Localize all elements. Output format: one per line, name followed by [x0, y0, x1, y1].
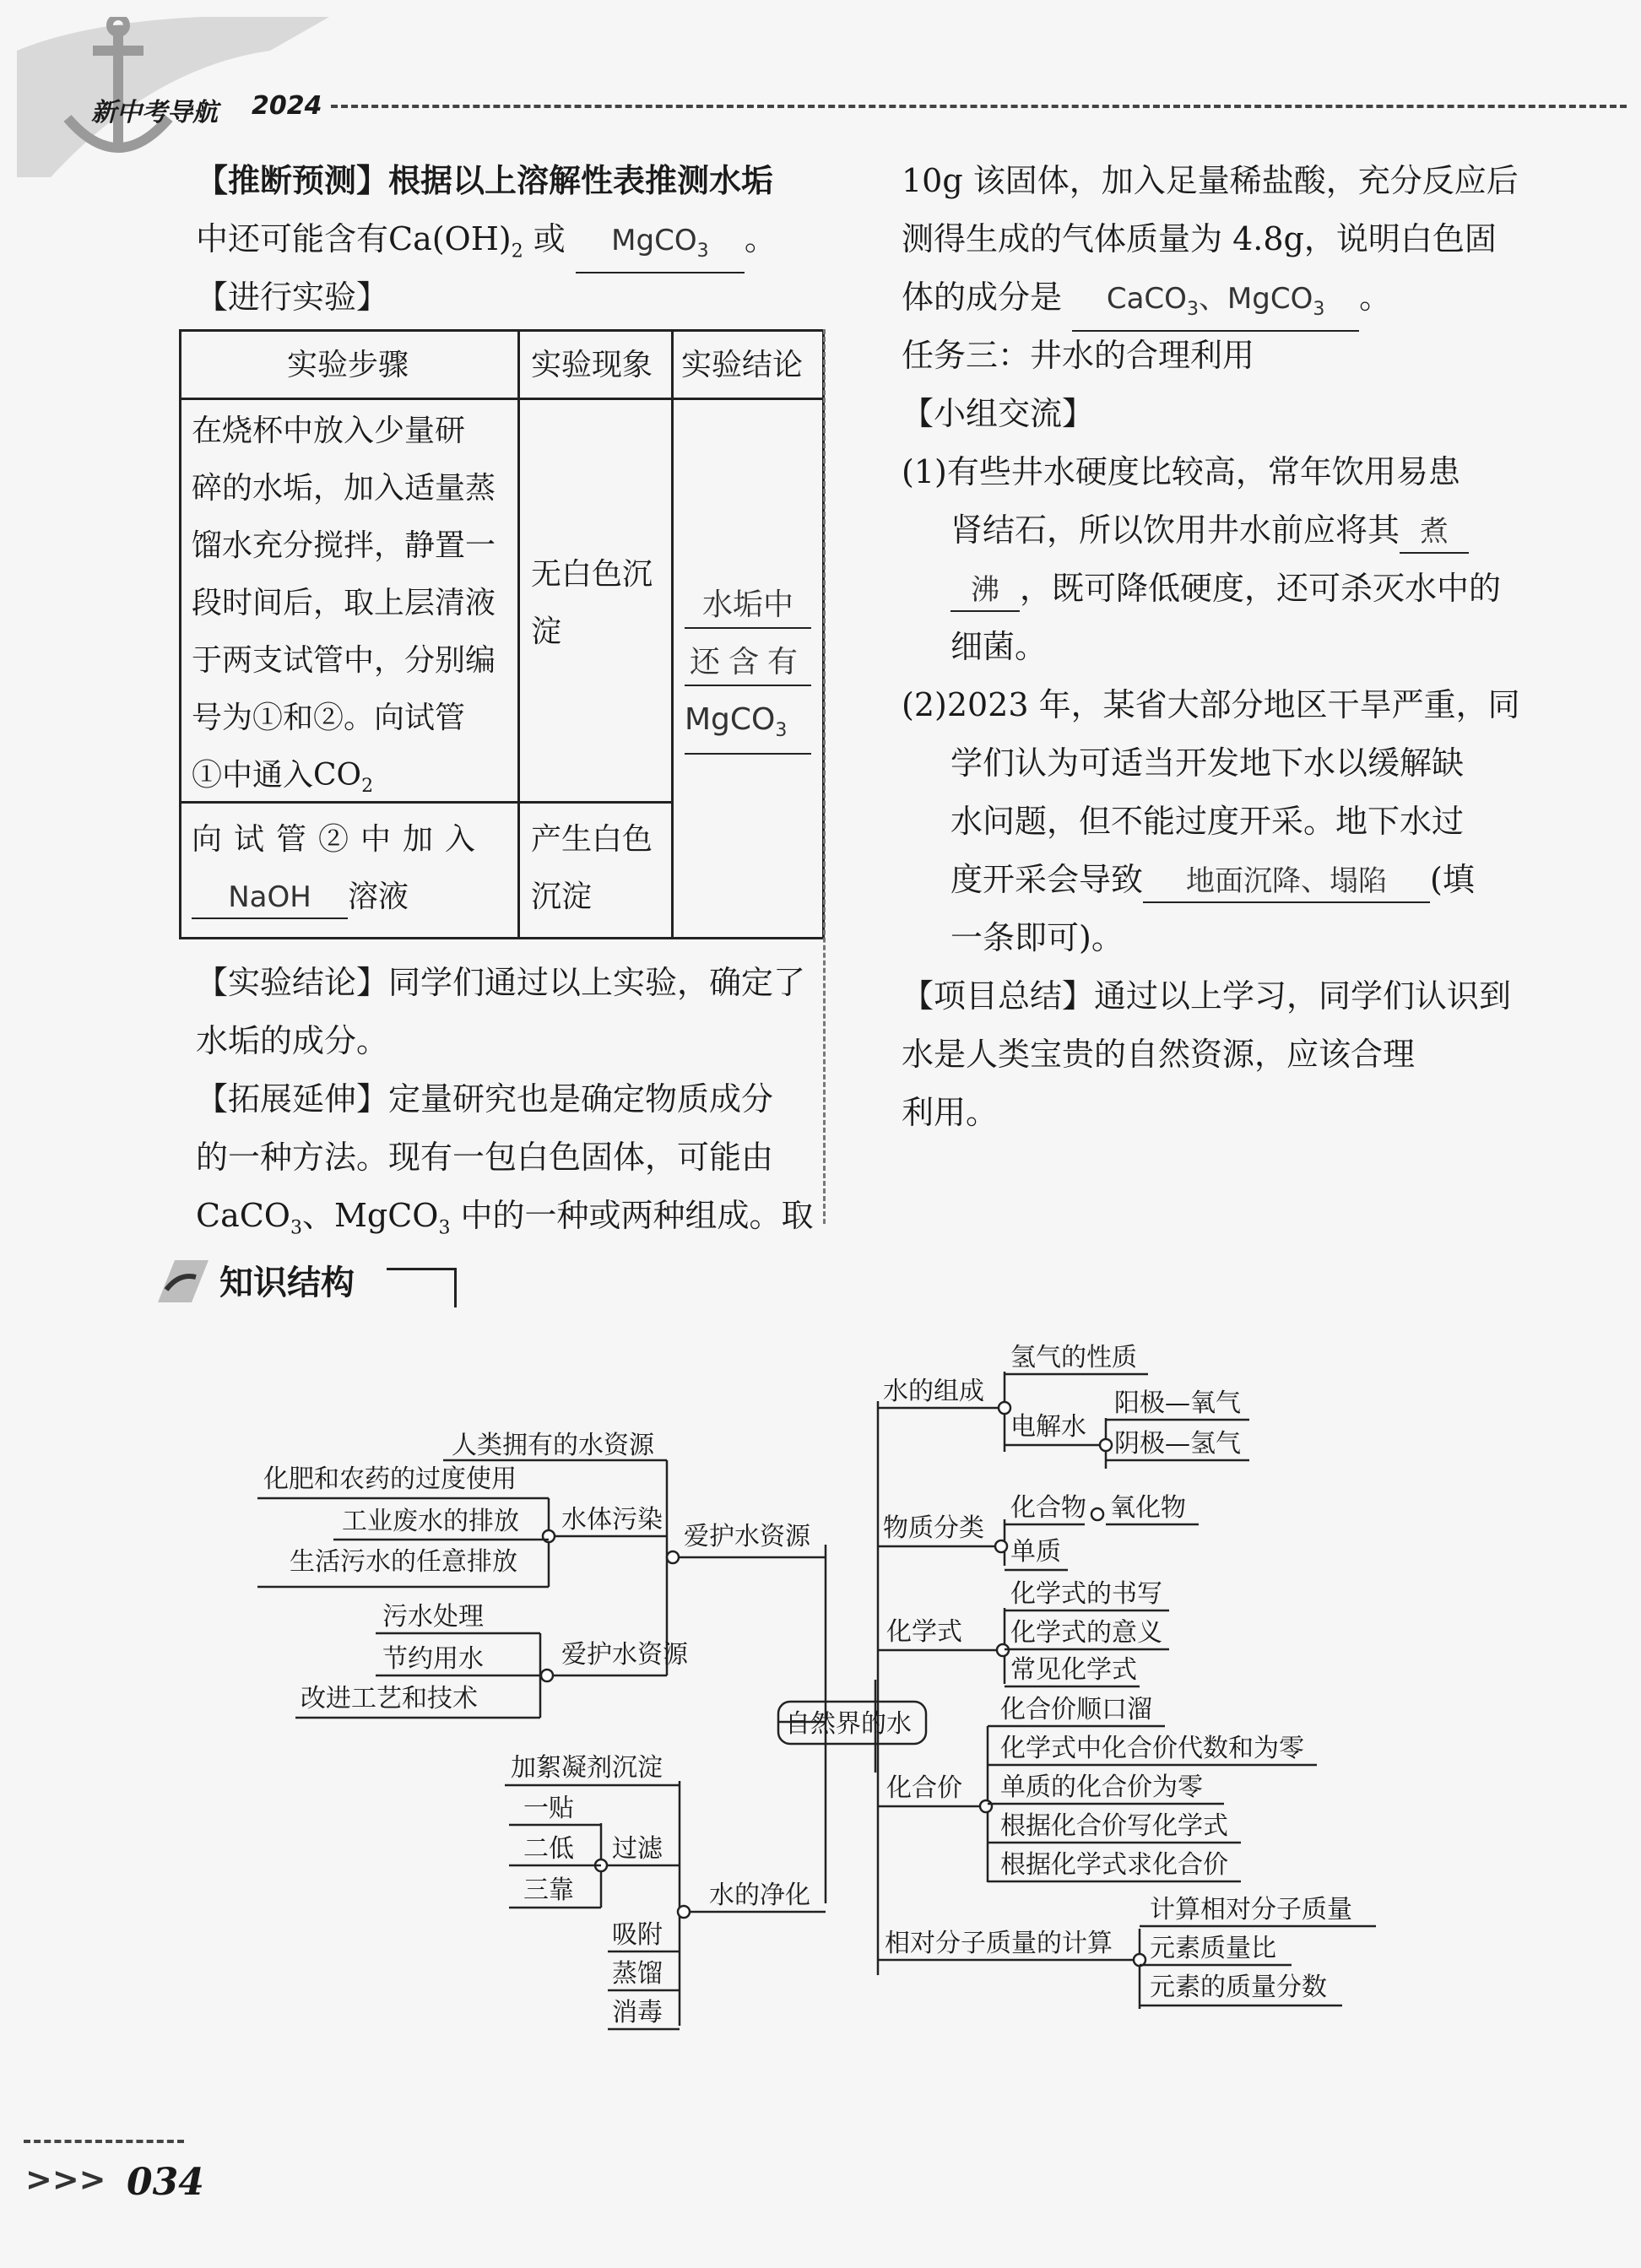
- mindmap-branch: 水的组成: [883, 1377, 984, 1406]
- footer-divider: [24, 2140, 184, 2143]
- mindmap-node: 加絮凝剂沉淀: [511, 1753, 663, 1783]
- mindmap-center: 自然界的水: [785, 1709, 912, 1739]
- mindmap-node: 化学式的意义: [1010, 1618, 1162, 1648]
- text-line: (1)有些井水硬度比较高，常年饮用易患: [902, 453, 1460, 490]
- answer-blank: NaOH: [192, 877, 348, 919]
- mindmap-node: 根据化合价写化学式: [1000, 1811, 1228, 1841]
- section-title-line: [387, 1268, 457, 1307]
- step1-line: ①中通入$CO_2$: [192, 758, 374, 798]
- text-line: 水问题，但不能过度开采。地下水过: [950, 803, 1465, 840]
- footer-arrows-icon: >>>: [25, 2161, 106, 2198]
- text-line: 肾结石，所以饮用井水前应将其 煮: [950, 501, 1469, 560]
- text-line: CaCO$_3$、MgCO$_3$ 中的一种或两种组成。取: [196, 1197, 814, 1239]
- mindmap-branch: 化学式: [886, 1617, 962, 1647]
- text-line: 【拓展延伸】定量研究也是确定物质成分: [196, 1080, 774, 1118]
- step1-line: 段时间后，取上层清液: [192, 586, 496, 620]
- mindmap-node: 污水处理: [382, 1602, 484, 1632]
- text-line: 【小组交流】: [902, 395, 1095, 432]
- header-year: 2024: [252, 91, 322, 121]
- mindmap-node: 化肥和农药的过度使用: [263, 1464, 517, 1494]
- step1-line: 馏水充分搅拌，静置一: [192, 528, 496, 563]
- mindmap-node: 元素质量比: [1150, 1934, 1276, 1963]
- text-line: 度开采会导致 地面沉降、塌陷 (填: [950, 851, 1475, 909]
- mindmap-branch: 相对分子质量的计算: [885, 1929, 1113, 1958]
- text-line: 测得生成的气体质量为 4.8g，说明白色固: [902, 220, 1497, 257]
- answer-blank: MgCO$_3$: [576, 220, 745, 273]
- mindmap-node-dot: [980, 1800, 992, 1812]
- text-line: 任务三：井水的合理利用: [902, 337, 1255, 374]
- mindmap-node: 阴极—氢气: [1114, 1429, 1241, 1459]
- mindmap-node: 电解水: [1010, 1412, 1086, 1442]
- mindmap-node-dot: [541, 1670, 553, 1681]
- mindmap-node: 化合物: [1010, 1493, 1086, 1523]
- header-divider: [331, 105, 1627, 108]
- mindmap-node: 消毒: [612, 1998, 663, 2027]
- mindmap-node: 二低: [523, 1834, 574, 1864]
- conclusion1-line: 水垢中: [685, 583, 811, 629]
- step2-line: NaOH 溶液: [192, 869, 409, 926]
- text-line: 学们认为可适当开发地下水以缓解缺: [950, 744, 1465, 782]
- header-title: 新中考导航: [91, 98, 218, 127]
- table-header-step: 实验步骤: [287, 348, 409, 382]
- answer-blank: 煮: [1400, 512, 1469, 554]
- mindmap-node: 根据化学式求化合价: [1000, 1850, 1228, 1880]
- mindmap-node: 氧化物: [1110, 1493, 1186, 1523]
- mindmap-node: 工业废水的排放: [342, 1507, 519, 1536]
- mindmap-node: 化学式中化合价代数和为零: [1000, 1734, 1304, 1763]
- mindmap-branch: 爱护水资源: [684, 1522, 810, 1551]
- table-header-conclusion: 实验结论: [681, 348, 804, 382]
- step1-line: 号为①和②。向试管: [192, 701, 466, 735]
- mindmap: [0, 1317, 1641, 2060]
- step1-line: 在烧杯中放入少量研: [192, 414, 466, 448]
- text-line: 中还可能含有$Ca(OH)_2$ 或 MgCO$_3$ 。: [196, 210, 777, 281]
- text-line: 【进行实验】: [196, 279, 389, 316]
- mindmap-branch: 化合价: [886, 1773, 962, 1803]
- mindmap-node: 一贴: [523, 1794, 574, 1823]
- mindmap-node: 蒸馏: [612, 1959, 663, 1989]
- section-decoration-icon: [154, 1252, 213, 1311]
- mindmap-node: 计算相对分子质量: [1150, 1895, 1352, 1924]
- step2-line: 向试管②中加入: [192, 822, 488, 857]
- text-line: 沸 ，既可降低硬度，还可杀灭水中的: [950, 560, 1501, 618]
- mindmap-node: 生活污水的任意排放: [290, 1547, 517, 1577]
- text-line: 水垢的成分。: [196, 1022, 389, 1059]
- mindmap-node: 氢气的性质: [1010, 1343, 1137, 1372]
- mindmap-node: 水体污染: [561, 1505, 663, 1535]
- mindmap-node: 节约用水: [382, 1644, 484, 1674]
- mindmap-node-dot: [999, 1402, 1010, 1414]
- phenomenon2-line: 沉淀: [531, 880, 593, 914]
- answer-blank: 地面沉降、塌陷: [1143, 861, 1430, 903]
- mindmap-node: 单质的化合价为零: [1000, 1773, 1203, 1802]
- text-line: 的一种方法。现有一包白色固体，可能由: [196, 1139, 774, 1176]
- text-line: 细菌。: [950, 628, 1048, 665]
- mindmap-node: 三靠: [523, 1876, 574, 1905]
- conclusion1-line: MgCO$_3$: [685, 698, 811, 755]
- phenomenon1-line: 无白色沉: [531, 557, 653, 592]
- mindmap-node: 化合价顺口溜: [1000, 1695, 1152, 1724]
- text-line: 【项目总结】通过以上学习，同学们认识到: [902, 977, 1512, 1015]
- mindmap-node-dot: [678, 1906, 690, 1918]
- step1-line: 于两支试管中，分别编: [192, 643, 496, 678]
- mindmap-node: 常见化学式: [1010, 1655, 1137, 1685]
- text-line: 利用。: [902, 1094, 999, 1131]
- mindmap-node: 改进工艺和技术: [301, 1684, 478, 1713]
- mindmap-node: 爱护水资源: [561, 1640, 688, 1670]
- mindmap-node-dot: [995, 1540, 1007, 1552]
- text-line: (2)2023 年，某省大部分地区干旱严重，同: [902, 686, 1520, 723]
- column-divider: [823, 329, 826, 1224]
- mindmap-node: 人类拥有的水资源: [452, 1431, 654, 1460]
- text-line: 【实验结论】同学们通过以上实验，确定了: [196, 964, 806, 1001]
- answer-blank: 沸: [950, 570, 1020, 612]
- text-line: 10g 该固体，加入足量稀盐酸，充分反应后: [902, 162, 1519, 199]
- mindmap-node: 阳极—氧气: [1114, 1388, 1241, 1418]
- mindmap-node: 过滤: [612, 1834, 663, 1864]
- phenomenon1-line: 淀: [531, 614, 562, 649]
- mindmap-node: 单质: [1010, 1537, 1061, 1567]
- text-line: 体的成分是 CaCO$_3$、MgCO$_3$ 。: [902, 268, 1391, 332]
- mindmap-node-dot: [1100, 1439, 1112, 1451]
- mindmap-node: 化学式的书写: [1010, 1579, 1162, 1609]
- experiment-table: [179, 329, 825, 939]
- page-number: 034: [127, 2161, 204, 2204]
- table-header-phenomenon: 实验现象: [531, 348, 653, 382]
- mindmap-node-dot: [667, 1551, 679, 1563]
- mindmap-node-dot: [1091, 1508, 1103, 1520]
- mindmap-branch: 物质分类: [883, 1513, 984, 1543]
- mindmap-node: 吸附: [612, 1920, 663, 1950]
- mindmap-node: 元素的质量分数: [1150, 1973, 1327, 2002]
- text-line: 水是人类宝贵的自然资源，应该合理: [902, 1036, 1416, 1073]
- step1-line: 碎的水垢，加入适量蒸: [192, 471, 496, 506]
- section-title: 知识结构: [219, 1264, 355, 1302]
- text-line: 一条即可)。: [950, 919, 1124, 956]
- phenomenon2-line: 产生白色: [531, 822, 653, 857]
- text-line: 【推断预测】根据以上溶解性表推测水垢: [196, 162, 774, 199]
- mindmap-branch: 水的净化: [709, 1881, 810, 1910]
- answer-blank: CaCO$_3$、MgCO$_3$: [1072, 279, 1359, 332]
- conclusion1-line: 还含有: [685, 641, 811, 686]
